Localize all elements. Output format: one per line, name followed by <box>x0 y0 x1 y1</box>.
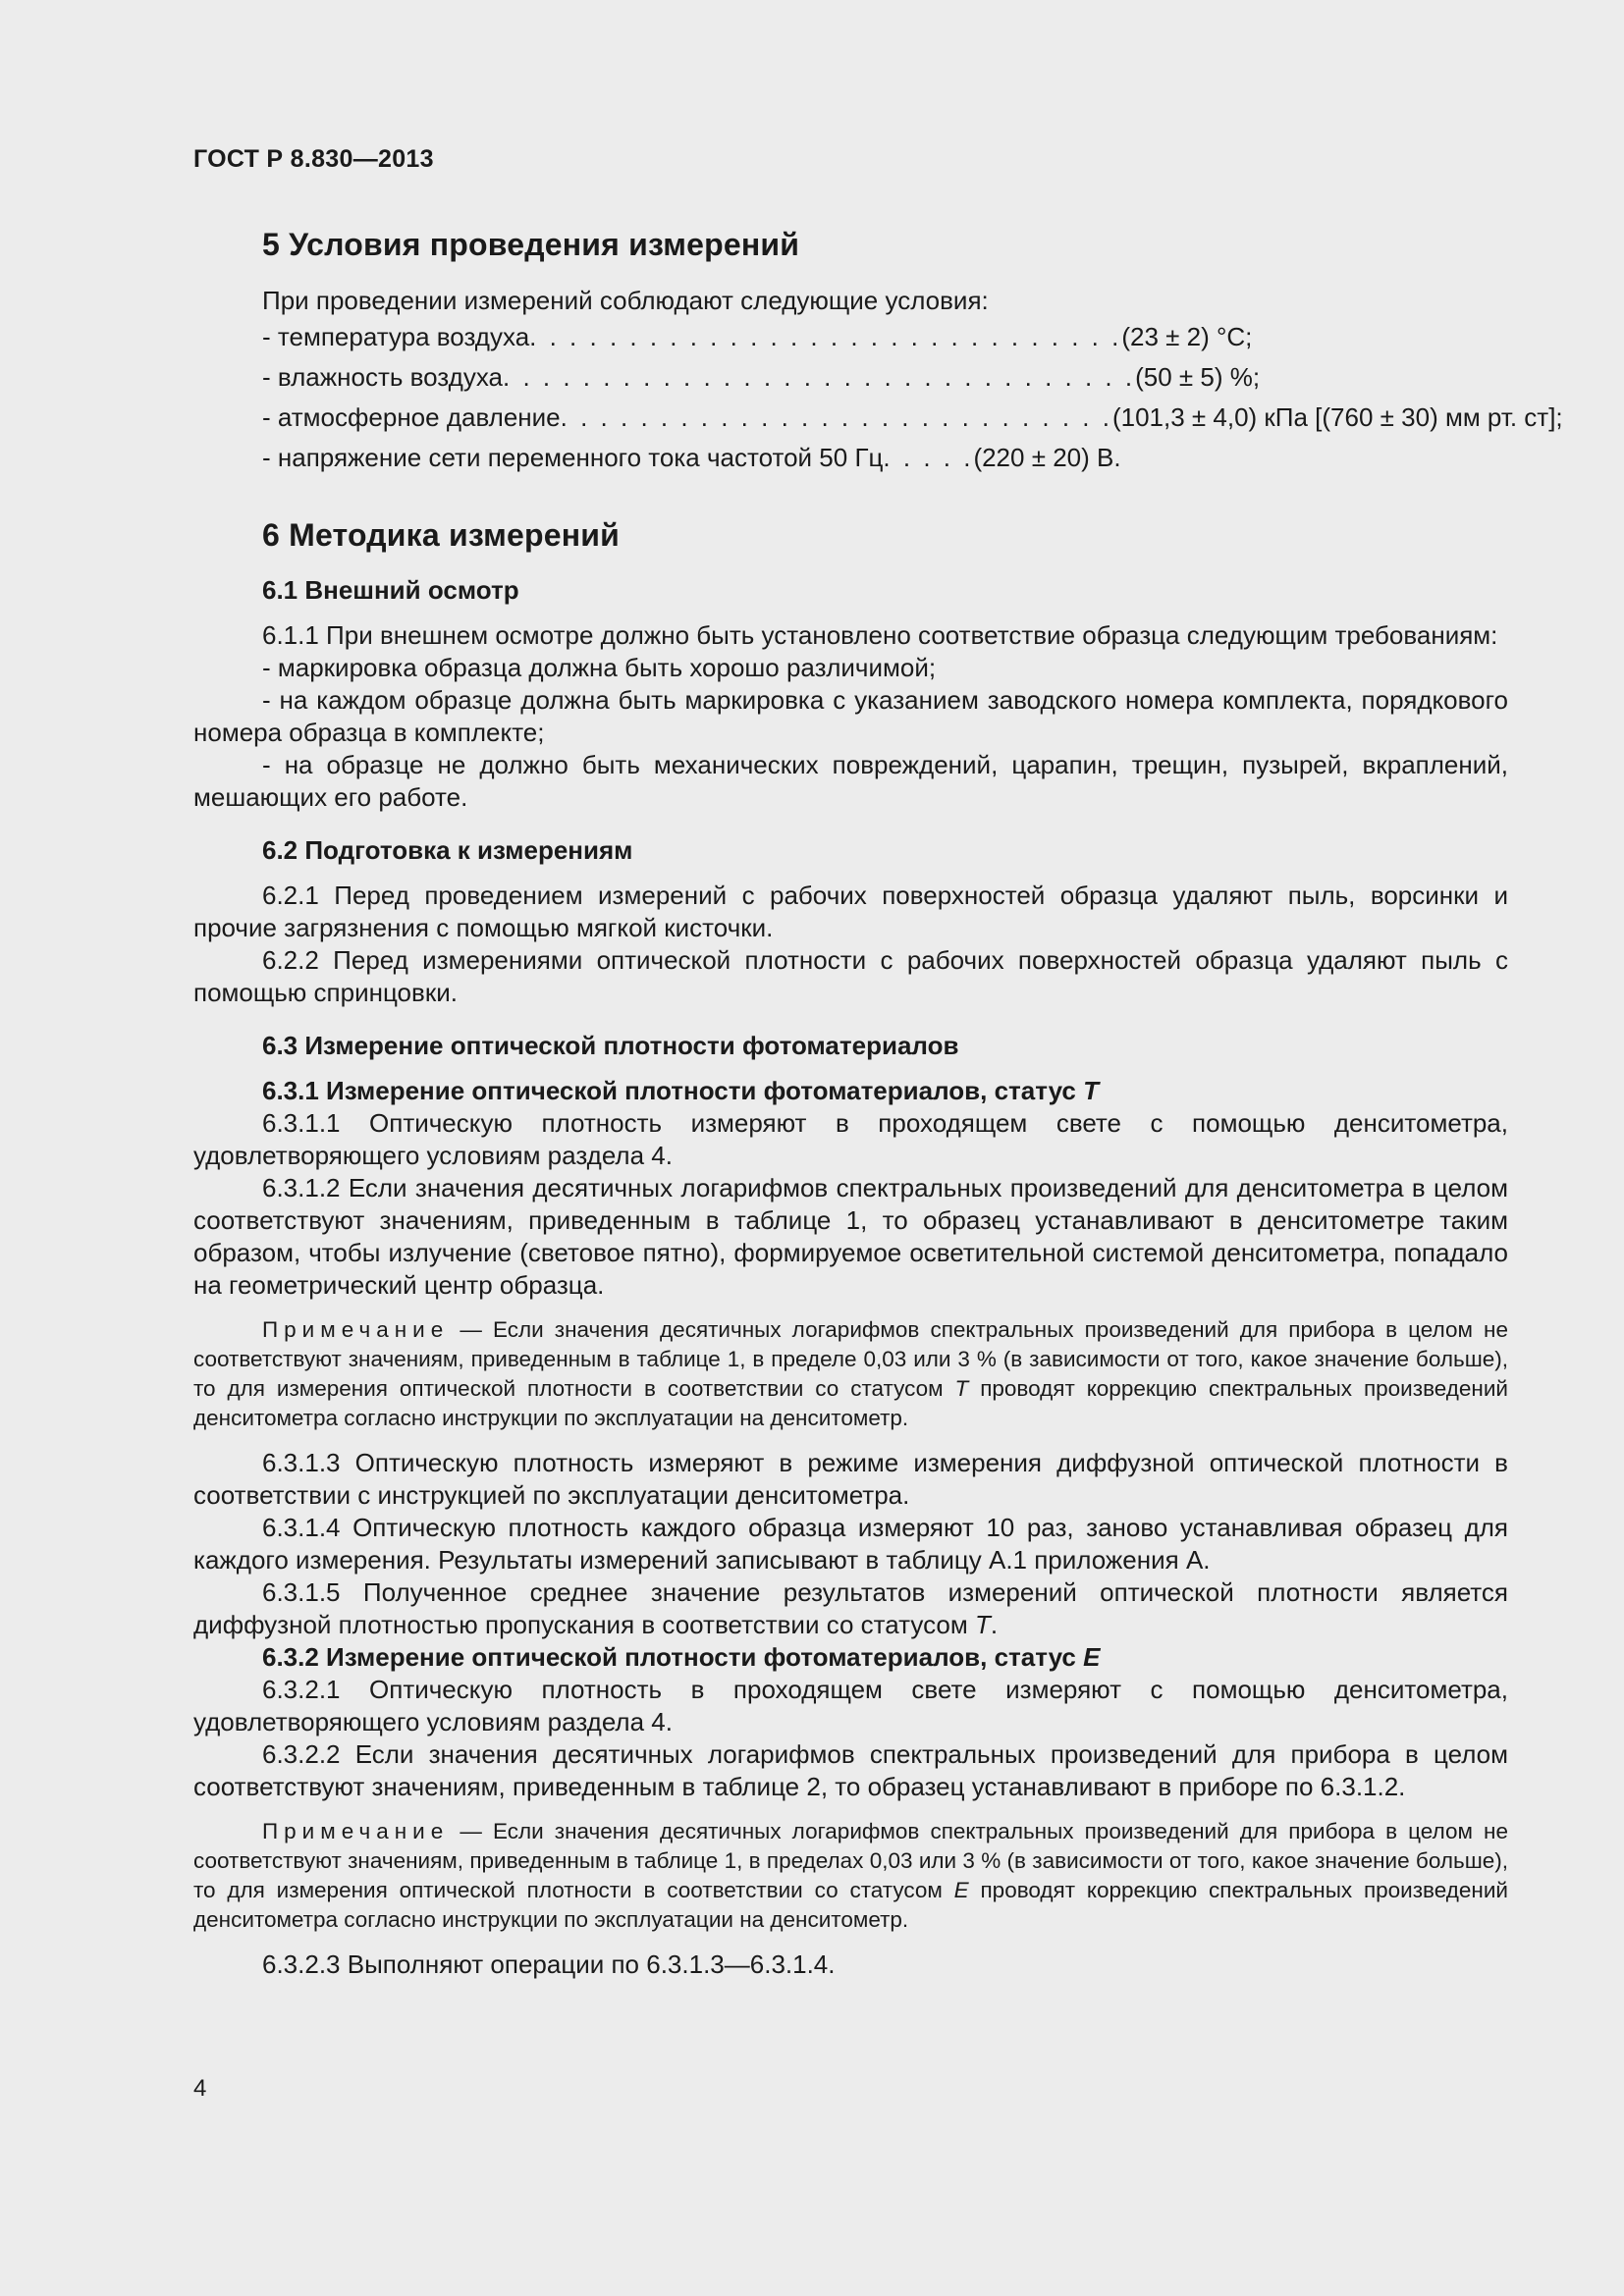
note-6-3-1 <box>193 1315 1508 1433</box>
paragraph-6-3-2-2: 6.3.2.2 Если значения десятичных логарифмов спектральных произведений для прибора в целом соответствуют значениям, приведенным в таблице 2, то образец устанавливают в приборе по 6.3.1.2. <box>193 1739 1508 1801</box>
condition-leader: . . . . . . . . . . . . . . . . . . . . . . . . . . . . . . . . <box>503 362 1136 392</box>
condition-row <box>262 438 1508 478</box>
condition-value: (23 ± 2) °С; <box>1121 322 1253 351</box>
paragraph-6-3-1-1: 6.3.1.1 Оптическую плотность измеряют в проходящем свете с помощью денситометра, удовлетворяющего условиям раздела 4. <box>193 1108 1508 1170</box>
note-status: Т <box>954 1376 969 1401</box>
paragraph-6-3-1-4: 6.3.1.4 Оптическую плотность каждого образца измеряют 10 раз, заново устанавливая образец для каждого измерения. Результаты измерений записывают в таблицу А.1 приложения А. <box>193 1513 1508 1575</box>
status-letter: Т <box>974 1610 991 1639</box>
condition-label: - атмосферное давление <box>262 402 561 432</box>
condition-value: (50 ± 5) %; <box>1135 362 1261 392</box>
condition-label: - напряжение сети переменного тока частотой 50 Гц <box>262 443 884 472</box>
note-text-b: проводят коррекцию спектральных произведений денситометра согласно инструкции по эксплуатации на денситометр. <box>193 1878 1508 1932</box>
paragraph-6-3-1-2: 6.3.1.2 Если значения десятичных логарифмов спектральных произведений для денситометра в целом соответствуют значениям, приведенным в таблице 1, то образец устанавливают в денситометре таким образом, чтобы излучение (световое пятно), формируемое осветительной системой денситометра, попадало на геометрический центр образца. <box>193 1173 1508 1300</box>
paragraph-6-2-2: 6.2.2 Перед измерениями оптической плотности с рабочих поверхностей образца удаляют пыль с помощью спринцовки. <box>193 945 1508 1007</box>
note-text-a: — Если значения десятичных логарифмов спектральных произведений для прибора в целом не соответствуют значениям, приведенным в таблице 1, в пределе 0,03 или 3 % (в зависимости от того, какое значение больше), то для измерения оптической плотности в соответствии со статусом <box>193 1317 1508 1401</box>
note-status: Е <box>953 1878 969 1902</box>
subsection-6-3-1-title <box>193 1075 1508 1107</box>
document-header: ГОСТ Р 8.830—2013 <box>193 145 434 173</box>
heading-text: 6.3.1 Измерение оптической плотности фотоматериалов, статус <box>262 1076 1084 1105</box>
note-label: Примечание <box>262 1819 450 1843</box>
subsection-6-1-title: 6.1 Внешний осмотр <box>262 575 519 605</box>
paragraph-6-3-1-5 <box>193 1576 1508 1641</box>
section-5-intro: При проведении измерений соблюдают следующие условия: <box>262 286 989 315</box>
condition-label: - температура воздуха <box>262 322 530 351</box>
section-6-title: 6 Методика измерений <box>262 517 621 553</box>
note-text-a: — Если значения десятичных логарифмов спектральных произведений для прибора в целом не соответствуют значениям, приведенным в таблице 1, в пределах 0,03 или 3 % (в зависимости от того, какое значение больше), то для измерения оптической плотности в соответствии со статусом <box>193 1819 1508 1902</box>
condition-row <box>262 357 1508 398</box>
condition-leader: . . . . . <box>883 443 974 472</box>
list-item: - на каждом образце должна быть маркировка с указанием заводского номера комплекта, порядкового номера образца в комплекте; <box>193 685 1508 747</box>
list-item: - на образце не должно быть механических повреждений, царапин, трещин, пузырей, вкраплений, мешающих его работе. <box>193 750 1508 812</box>
condition-row <box>262 398 1563 438</box>
section-5-title: 5 Условия проведения измерений <box>262 227 800 262</box>
paragraph-6-3-2-3: 6.3.2.3 Выполняют операции по 6.3.1.3—6.3.1.4. <box>262 1949 836 1979</box>
status-letter: Т <box>1083 1076 1099 1105</box>
note-label: Примечание <box>262 1317 450 1342</box>
condition-label: - влажность воздуха <box>262 362 503 392</box>
subsection-6-2-title: 6.2 Подготовка к измерениям <box>262 835 633 865</box>
condition-leader: . . . . . . . . . . . . . . . . . . . . . . . . . . . . . . <box>529 322 1122 351</box>
note-6-3-2 <box>193 1817 1508 1935</box>
subsection-6-3-2-title <box>193 1641 1508 1674</box>
heading-text: 6.3.2 Измерение оптической плотности фотоматериалов, статус <box>262 1642 1084 1672</box>
condition-value: (220 ± 20) В. <box>973 443 1121 472</box>
status-letter: Е <box>1083 1642 1101 1672</box>
paragraph-6-3-1-3: 6.3.1.3 Оптическую плотность измеряют в режиме измерения диффузной оптической плотности в соответствии с инструкцией по эксплуатации денситометра. <box>193 1448 1508 1510</box>
paragraph-6-1-1: 6.1.1 При внешнем осмотре должно быть установлено соответствие образца следующим требованиям: <box>262 620 1498 650</box>
list-item: - маркировка образца должна быть хорошо различимой; <box>262 653 937 682</box>
page-number: 4 <box>193 2075 207 2102</box>
paragraph-6-2-1: 6.2.1 Перед проведением измерений с рабочих поверхностей образца удаляют пыль, ворсинки и прочие загрязнения с помощью мягкой кисточки. <box>193 881 1508 942</box>
note-text-b: проводят коррекцию спектральных произведений денситометра согласно инструкции по эксплуатации на денситометр. <box>193 1376 1508 1430</box>
condition-row <box>262 317 1508 357</box>
condition-value: (101,3 ± 4,0) кПа [(760 ± 30) мм рт. ст]; <box>1111 402 1563 432</box>
subsection-6-3-title: 6.3 Измерение оптической плотности фотоматериалов <box>262 1031 959 1060</box>
paragraph-6-3-2-1: 6.3.2.1 Оптическую плотность в проходящем свете измеряют с помощью денситометра, удовлетворяющего условиям раздела 4. <box>193 1675 1508 1736</box>
paragraph-text-a: 6.3.1.5 Полученное среднее значение результатов измерений оптической плотности является диффузной плотностью пропускания в соответствии со статусом <box>193 1577 1508 1639</box>
condition-leader: . . . . . . . . . . . . . . . . . . . . . . . . . . . . <box>560 402 1112 432</box>
paragraph-text-b: . <box>990 1610 999 1639</box>
